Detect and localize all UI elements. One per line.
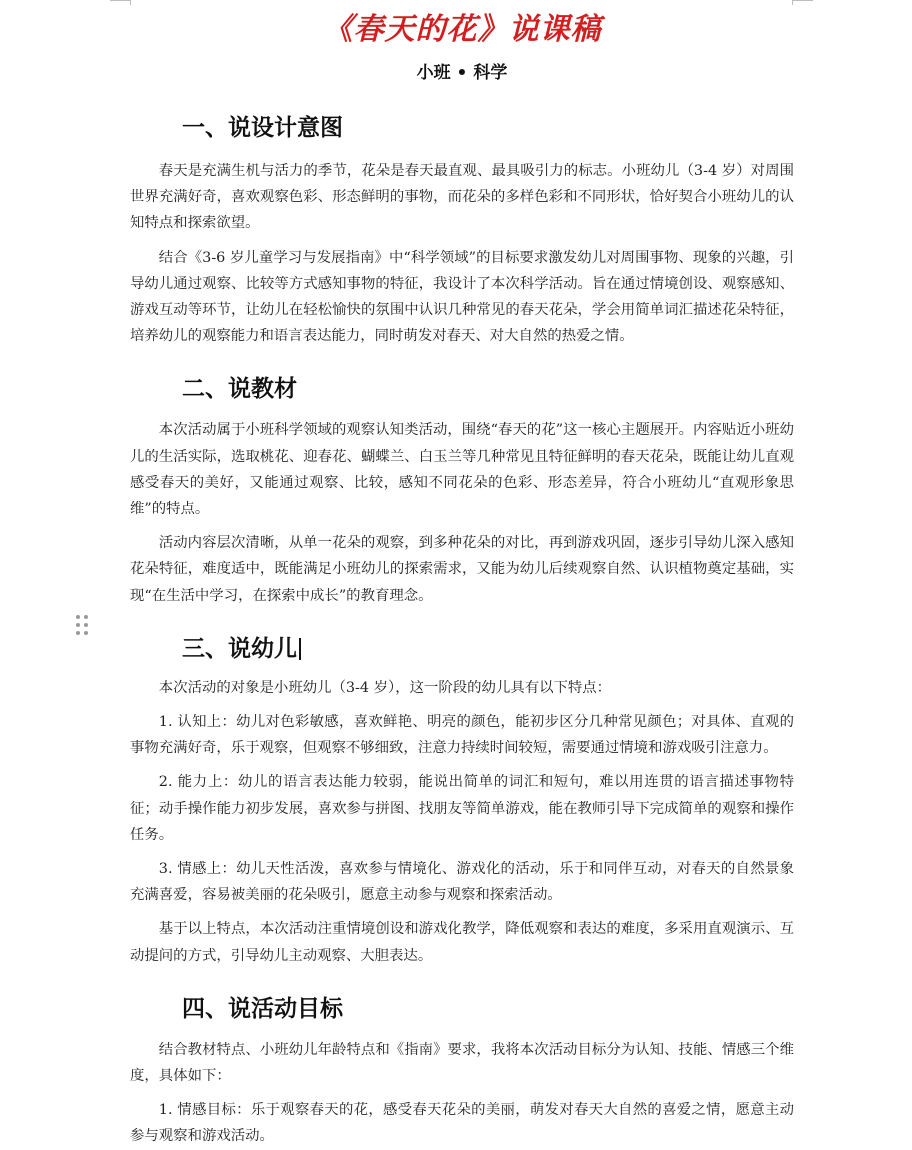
paragraph: 结合《3-6 岁儿童学习与发展指南》中“科学领域”的目标要求激发幼儿对周围事物、现象的兴趣，引导幼儿通过观察、比较等方式感知事物的特征，我设计了本次科学活动。旨在通过情境创设、观察感知、游戏互动等环节，让幼儿在轻松愉快的氛围中认识几种常见的春天花朵，学会用简单词汇描述花朵特征，培养幼儿的观察能力和语言表达能力，同时萌发对春天、对大自然的热爱之情。 — [130, 249, 794, 345]
document-page — [130, 8, 794, 1150]
paragraph: 活动内容层次清晰，从单一花朵的观察，到多种花朵的对比，再到游戏巩固，逐步引导幼儿深入感知花朵特征，难度适中，既能满足小班幼儿的探索需求，又能为幼儿后续观察自然、认识植物奠定基础，实现“在生活中学习，在探索中成长”的教育理念。 — [130, 535, 794, 604]
document-title: 《春天的花》说课稿 — [322, 12, 602, 47]
section-heading: 四、说活动目标 — [182, 995, 343, 1022]
section-children — [130, 631, 794, 969]
section-heading — [130, 631, 794, 667]
paragraph: 1. 情感目标：乐于观察春天的花，感受春天花朵的美丽，萌发对春天大自然的喜爱之情，愿意主动参与观察和游戏活动。 — [130, 1102, 794, 1145]
paragraph: 2. 能力上：幼儿的语言表达能力较弱，能说出简单的词汇和短句，难以用连贯的语言描述事物特征；动手操作能力初步发展，喜欢参与拼图、找朋友等简单游戏，能在教师引导下完成简单的观察和操作任务。 — [130, 774, 794, 843]
paragraph: 本次活动的对象是小班幼儿（3-4 岁），这一阶段的幼儿具有以下特点： — [158, 679, 612, 696]
section-heading-text: 三、说幼儿 — [182, 635, 297, 662]
page-corner-mark-left — [110, 0, 131, 5]
paragraph: 结合教材特点、小班幼儿年龄特点和《指南》要求，我将本次活动目标分为认知、技能、情感三个维度，具体如下： — [130, 1041, 794, 1085]
text-cursor — [299, 638, 301, 660]
section-design-intent — [130, 110, 794, 349]
page-corner-mark-right — [792, 0, 813, 5]
section-teaching-material — [130, 371, 794, 608]
document-subtitle: 小班 • 科学 — [416, 63, 508, 83]
section-activity-goals — [130, 991, 794, 1150]
paragraph: 本次活动属于小班科学领域的观察认知类活动，围绕“春天的花”这一核心主题展开。内容贴近小班幼儿的生活实际，选取桃花、迎春花、蝴蝶兰、白玉兰等几种常见且特征鲜明的春天花朵，既能让幼儿直观感受春天的美好，又能通过观察、比较，感知不同花朵的色彩、形态差异，符合小班幼儿“直观形象思维”的特点。 — [130, 422, 794, 518]
paragraph: 1. 认知上：幼儿对色彩敏感，喜欢鲜艳、明亮的颜色，能初步区分几种常见颜色；对具体、直观的事物充满好奇，乐于观察，但观察不够细致，注意力持续时间较短，需要通过情境和游戏吸引注意力。 — [130, 714, 794, 757]
section-heading: 二、说教材 — [182, 376, 297, 403]
section-heading: 一、说设计意图 — [182, 115, 343, 141]
paragraph: 3. 情感上：幼儿天性活泼，喜欢参与情境化、游戏化的活动，乐于和同伴互动，对春天的自然景象充满喜爱，容易被美丽的花朵吸引，愿意主动参与观察和探索活动。 — [130, 861, 794, 904]
paragraph: 基于以上特点，本次活动注重情境创设和游戏化教学，降低观察和表达的难度，多采用直观演示、互动提问的方式，引导幼儿主动观察、大胆表达。 — [130, 921, 794, 964]
drag-handle-icon[interactable] — [76, 615, 90, 637]
paragraph: 春天是充满生机与活力的季节，花朵是春天最直观、最具吸引力的标志。小班幼儿（3-4 岁）对周围世界充满好奇，喜欢观察色彩、形态鲜明的事物，而花朵的多样色彩和不同形状，恰好契合小班幼儿的认知特点和探索欲望。 — [130, 163, 794, 232]
